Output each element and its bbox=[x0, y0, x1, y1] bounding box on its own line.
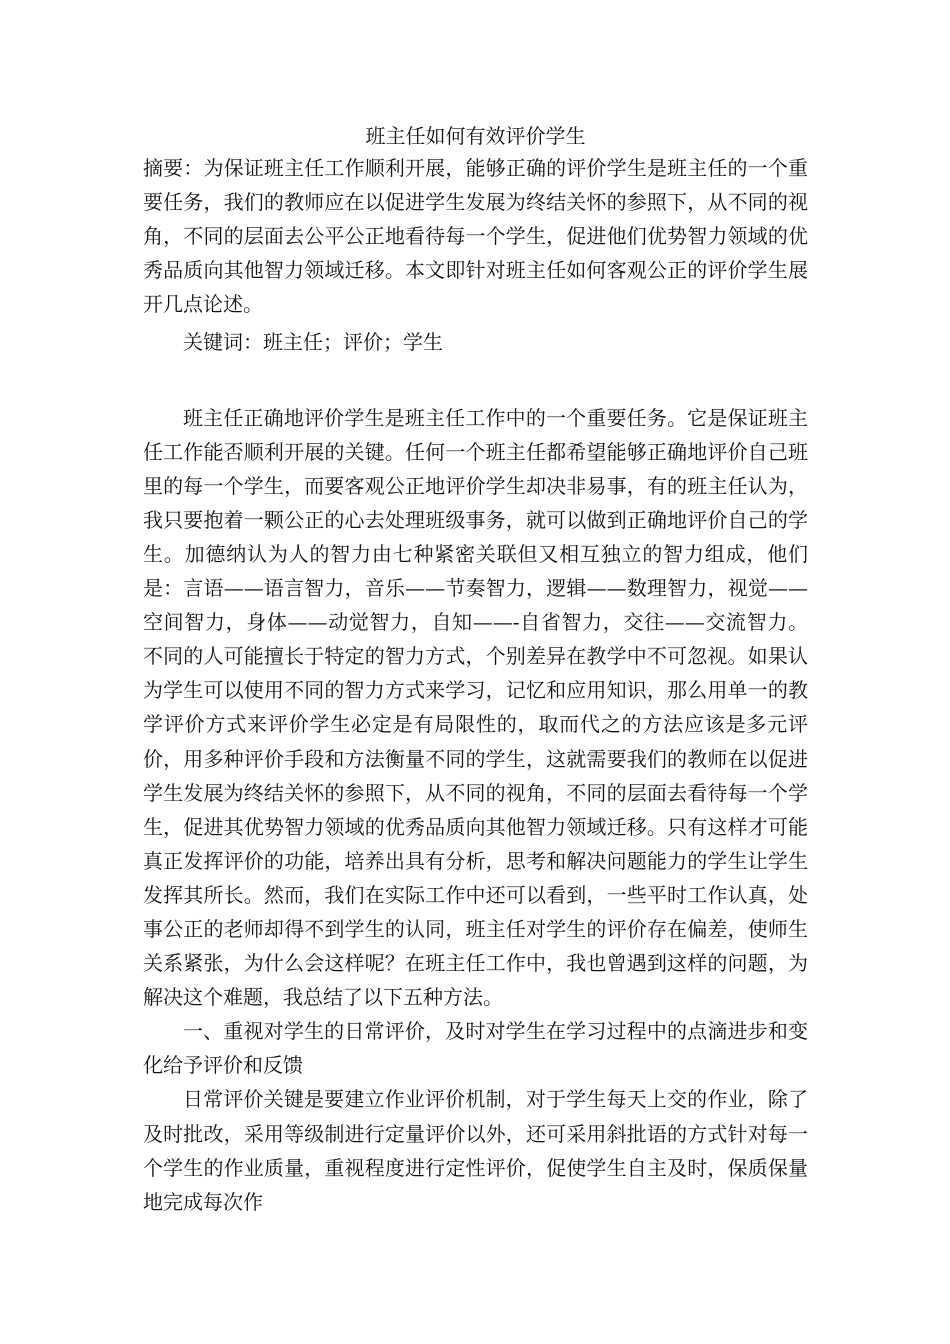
section-heading-1: 一、重视对学生的日常评价，及时对学生在学习过程中的点滴进步和变化给予评价和反馈 bbox=[143, 1019, 808, 1078]
keywords-line: 关键词：班主任；评价；学生 bbox=[183, 330, 443, 355]
body-paragraph-daily-evaluation: 日常评价关键是要建立作业评价机制，对于学生每天上交的作业，除了及时批改，采用等级制进行定量评价以外，还可采用斜批语的方式针对每一个学生的作业质量，重视程度进行定性评价，促使学生自主及时，保质保量地完成每次作 bbox=[143, 1087, 808, 1214]
document-title: 班主任如何有效评价学生 bbox=[365, 124, 586, 148]
document-page bbox=[143, 0, 808, 1219]
abstract-paragraph: 摘要：为保证班主任工作顺利开展，能够正确的评价学生是班主任的一个重要任务，我们的教师应在以促进学生发展为终结关怀的参照下，从不同的视角，不同的层面去公平公正地看待每一个学生，促进他们优势智力领域的优秀品质向其他智力领域迁移。本文即针对班主任如何客观公正的评价学生展开几点论述。 bbox=[143, 156, 808, 317]
body-paragraph-intro: 班主任正确地评价学生是班主任工作中的一个重要任务。它是保证班主任工作能否顺利开展的关键。任何一个班主任都希望能够正确地评价自己班里的每一个学生，而要客观公正地评价学生却决非易事，有的班主任认为，我只要抱着一颗公正的心去处理班级事务，就可以做到正确地评价自己的学生。加德纳认为人的智力由七种紧密关联但又相互独立的智力组成，他们是：言语——语言智力，音乐——节奏智力，逻辑——数理智力，视觉——空间智力，身体——动觉智力，自知——-自省智力，交往——交流智力。不同的人可能擅长于特定的智力方式，个别差异在教学中不可忽视。如果认为学生可以使用不同的智力方式来学习，记忆和应用知识，那么用单一的教学评价方式来评价学生必定是有局限性的，取而代之的方法应该是多元评价，用多种评价手段和方法衡量不同的学生，这就需要我们的教师在以促进学生发展为终结关怀的参照下，从不同的视角，不同的层面去看待每一个学生，促进其优势智力领域的优秀品质向其他智力领域迁移。只有这样才可能真正发挥评价的功能，培养出具有分析，思考和解决问题能力的学生让学生发挥其所长。然而，我们在实际工作中还可以看到，一些平时工作认真，处事公正的老师却得不到学生的认同，班主任对学生的评价存在偏差，使师生关系紧张，为什么会这样呢？在班主任工作中，我也曾遇到这样的问题，为解决这个难题，我总结了以下五种方法。 bbox=[143, 405, 808, 1010]
section-spacer bbox=[143, 360, 808, 401]
